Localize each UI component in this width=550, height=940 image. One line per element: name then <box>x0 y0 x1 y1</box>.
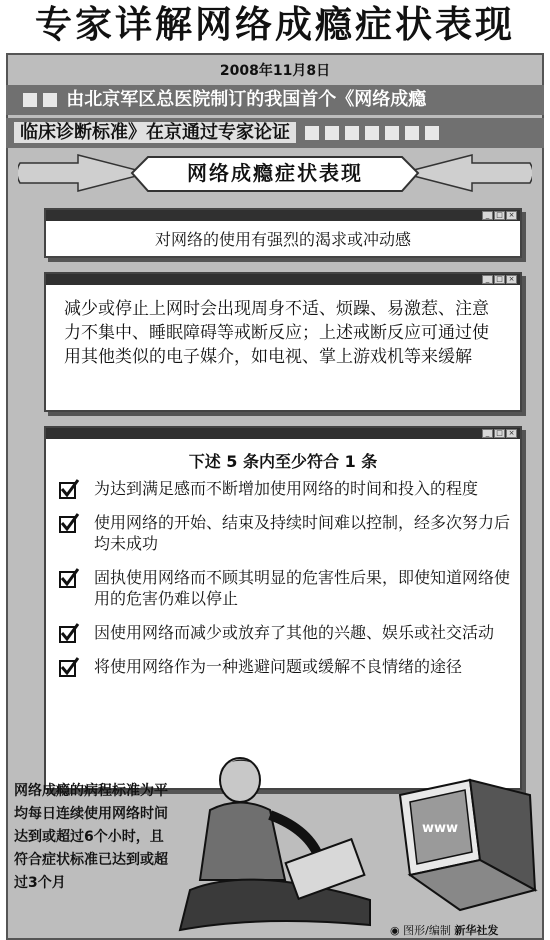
window-title-bar <box>46 274 520 285</box>
headline-band-2 <box>6 118 544 148</box>
criteria-item <box>58 512 520 554</box>
criteria-window <box>44 426 522 790</box>
headline-line-2: 临床诊断标准》在京通过专家论证 <box>14 122 296 143</box>
credit-source: 新华社发 <box>454 924 499 937</box>
headline-line-1: 由北京军区总医院制订的我国首个《网络成瘾 <box>66 89 427 110</box>
criteria-item <box>58 567 520 609</box>
credit-icon: ◉ <box>390 924 400 937</box>
minimize-icon[interactable]: _ <box>482 211 493 220</box>
symptom-text-2: 减少或停止上网时会出现周身不适、烦躁、易激惹、注意力不集中、睡眠障碍等戒断反应；上述戒断反应可通过使用其他类似的电子媒介，如电视、掌上游戏机等来缓解 <box>64 299 489 367</box>
square-bullet-icon <box>405 126 419 140</box>
page-title: 专家详解网络成瘾症状表现 <box>35 3 515 46</box>
square-bullet-icon <box>365 126 379 140</box>
maximize-icon[interactable]: □ <box>494 275 505 284</box>
close-icon[interactable]: × <box>506 275 517 284</box>
minimize-icon[interactable]: _ <box>482 275 493 284</box>
person-at-computer-illustration <box>170 740 550 940</box>
minimize-icon[interactable]: _ <box>482 429 493 438</box>
monitor-text: www <box>422 821 459 836</box>
symptom-window-1 <box>44 208 522 258</box>
symptom-text-1: 对网络的使用有强烈的渴求或冲动感 <box>154 230 411 249</box>
checkbox-check-icon <box>58 567 80 589</box>
square-bullet-icon <box>43 93 57 107</box>
criteria-text: 固执使用网络而不顾其明显的危害性后果，即使知道网络使用的危害仍难以停止 <box>94 568 511 608</box>
person-figure <box>180 758 370 930</box>
checkbox-check-icon <box>58 622 80 644</box>
checkbox-check-icon <box>58 478 80 500</box>
credit-line <box>390 922 498 938</box>
criteria-text: 使用网络的开始、结束及持续时间难以控制，经多次努力后均未成功 <box>94 513 511 553</box>
headline-band-1 <box>6 85 544 115</box>
criteria-item <box>58 622 520 643</box>
criteria-heading: 下述 5 条内至少符合 1 条 <box>188 452 378 471</box>
criteria-text: 因使用网络而减少或放弃了其他的兴趣、娱乐或社交活动 <box>94 623 495 642</box>
duration-note: 网络成瘾的病程标准为平均每日连续使用网络时间达到或超过6个小时，且符合症状标准已达到或超过3个月 <box>14 783 168 891</box>
square-bullet-icon <box>325 126 339 140</box>
checkbox-check-icon <box>58 512 80 534</box>
criteria-item <box>58 478 520 499</box>
checkbox-check-icon <box>58 656 80 678</box>
square-bullet-icon <box>23 93 37 107</box>
section-ribbon <box>18 153 532 199</box>
window-title-bar <box>46 210 520 221</box>
maximize-icon[interactable]: □ <box>494 429 505 438</box>
ribbon-title: 网络成瘾症状表现 <box>187 161 363 185</box>
symptom-window-2 <box>44 272 522 412</box>
square-bullet-icon <box>345 126 359 140</box>
maximize-icon[interactable]: □ <box>494 211 505 220</box>
credit-prefix: 图形/编制 <box>403 924 451 937</box>
criteria-item <box>58 656 520 677</box>
criteria-text: 将使用网络作为一种逃避问题或缓解不良情绪的途径 <box>94 657 463 676</box>
square-bullet-icon <box>425 126 439 140</box>
monitor-icon <box>400 780 535 910</box>
square-bullet-icon <box>305 126 319 140</box>
criteria-text: 为达到满足感而不断增加使用网络的时间和投入的程度 <box>94 479 479 498</box>
square-bullet-icon <box>385 126 399 140</box>
window-title-bar <box>46 428 520 439</box>
close-icon[interactable]: × <box>506 211 517 220</box>
close-icon[interactable]: × <box>506 429 517 438</box>
date-label: 2008年11月8日 <box>219 63 331 79</box>
